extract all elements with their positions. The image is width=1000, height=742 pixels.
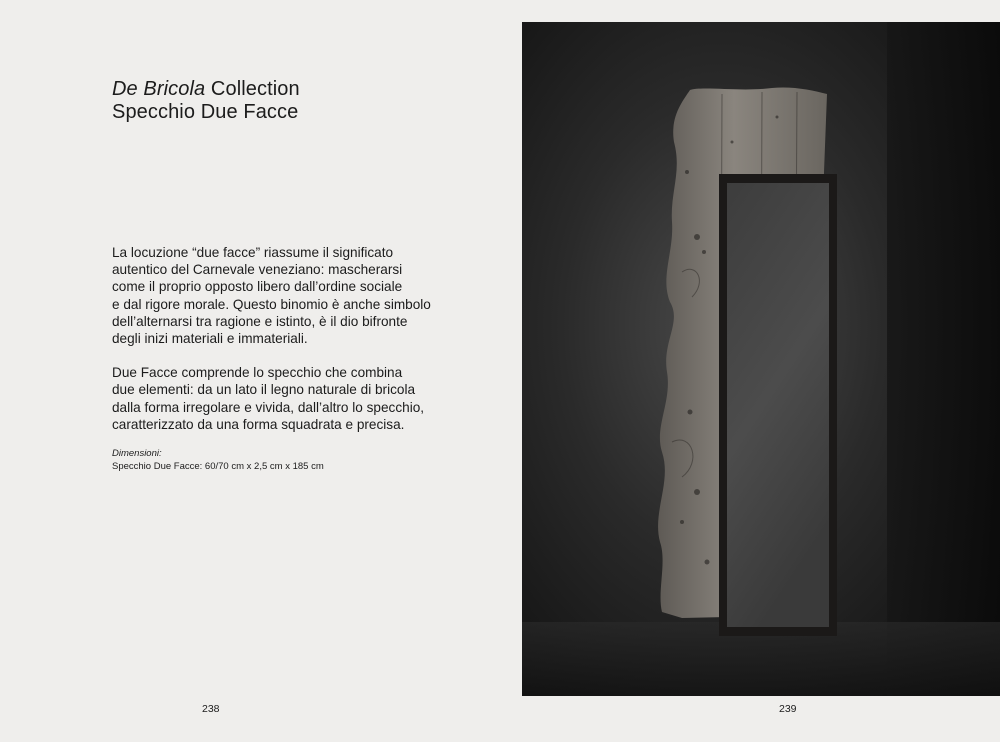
title-collection-name: De Bricola [112,78,206,100]
page-number-left: 238 [202,703,220,715]
mirror-glass [727,183,829,627]
paragraph-line: degli inizi materiali e immateriali. [112,331,308,347]
paragraph-line: dalla forma irregolare e vivida, dall’altro lo specchio, [112,399,425,415]
paragraph-1 [112,244,452,347]
dimensions-block [112,448,324,473]
paragraph-line: caratterizzato da una forma squadrata e precisa. [112,416,405,432]
title-line-1 [112,78,300,101]
right-page [500,0,1000,742]
paragraph-2 [112,364,452,433]
paragraph-line: La locuzione “due facce” riassume il significato [112,245,394,260]
mirror-photo-illustration [522,22,1000,696]
title-collection-suffix: Collection [205,78,300,100]
page-title [112,78,300,124]
page-number-right: 239 [779,703,797,715]
paragraph-line: autentico del Carnevale veneziano: mascherarsi [112,262,403,278]
paragraph-line: come il proprio opposto libero dall’ordine sociale [112,279,403,295]
body-text [112,244,452,450]
paragraph-line: e dal rigore morale. Questo binomio è anche simbolo [112,296,431,312]
dimensions-value: Specchio Due Facce: 60/70 cm x 2,5 cm x 185 cm [112,460,324,472]
paragraph-line: Due Facce comprende lo specchio che combina [112,365,403,381]
product-photo [522,22,1000,696]
wall-side-shadow [887,22,1000,696]
paragraph-line: dell’alternarsi tra ragione e istinto, è il dio bifronte [112,313,408,329]
dimensions-label: Dimensioni: [112,448,162,459]
paragraph-line: due elementi: da un lato il legno naturale di bricola [112,382,416,398]
title-line-2: Specchio Due Facce [112,101,299,123]
